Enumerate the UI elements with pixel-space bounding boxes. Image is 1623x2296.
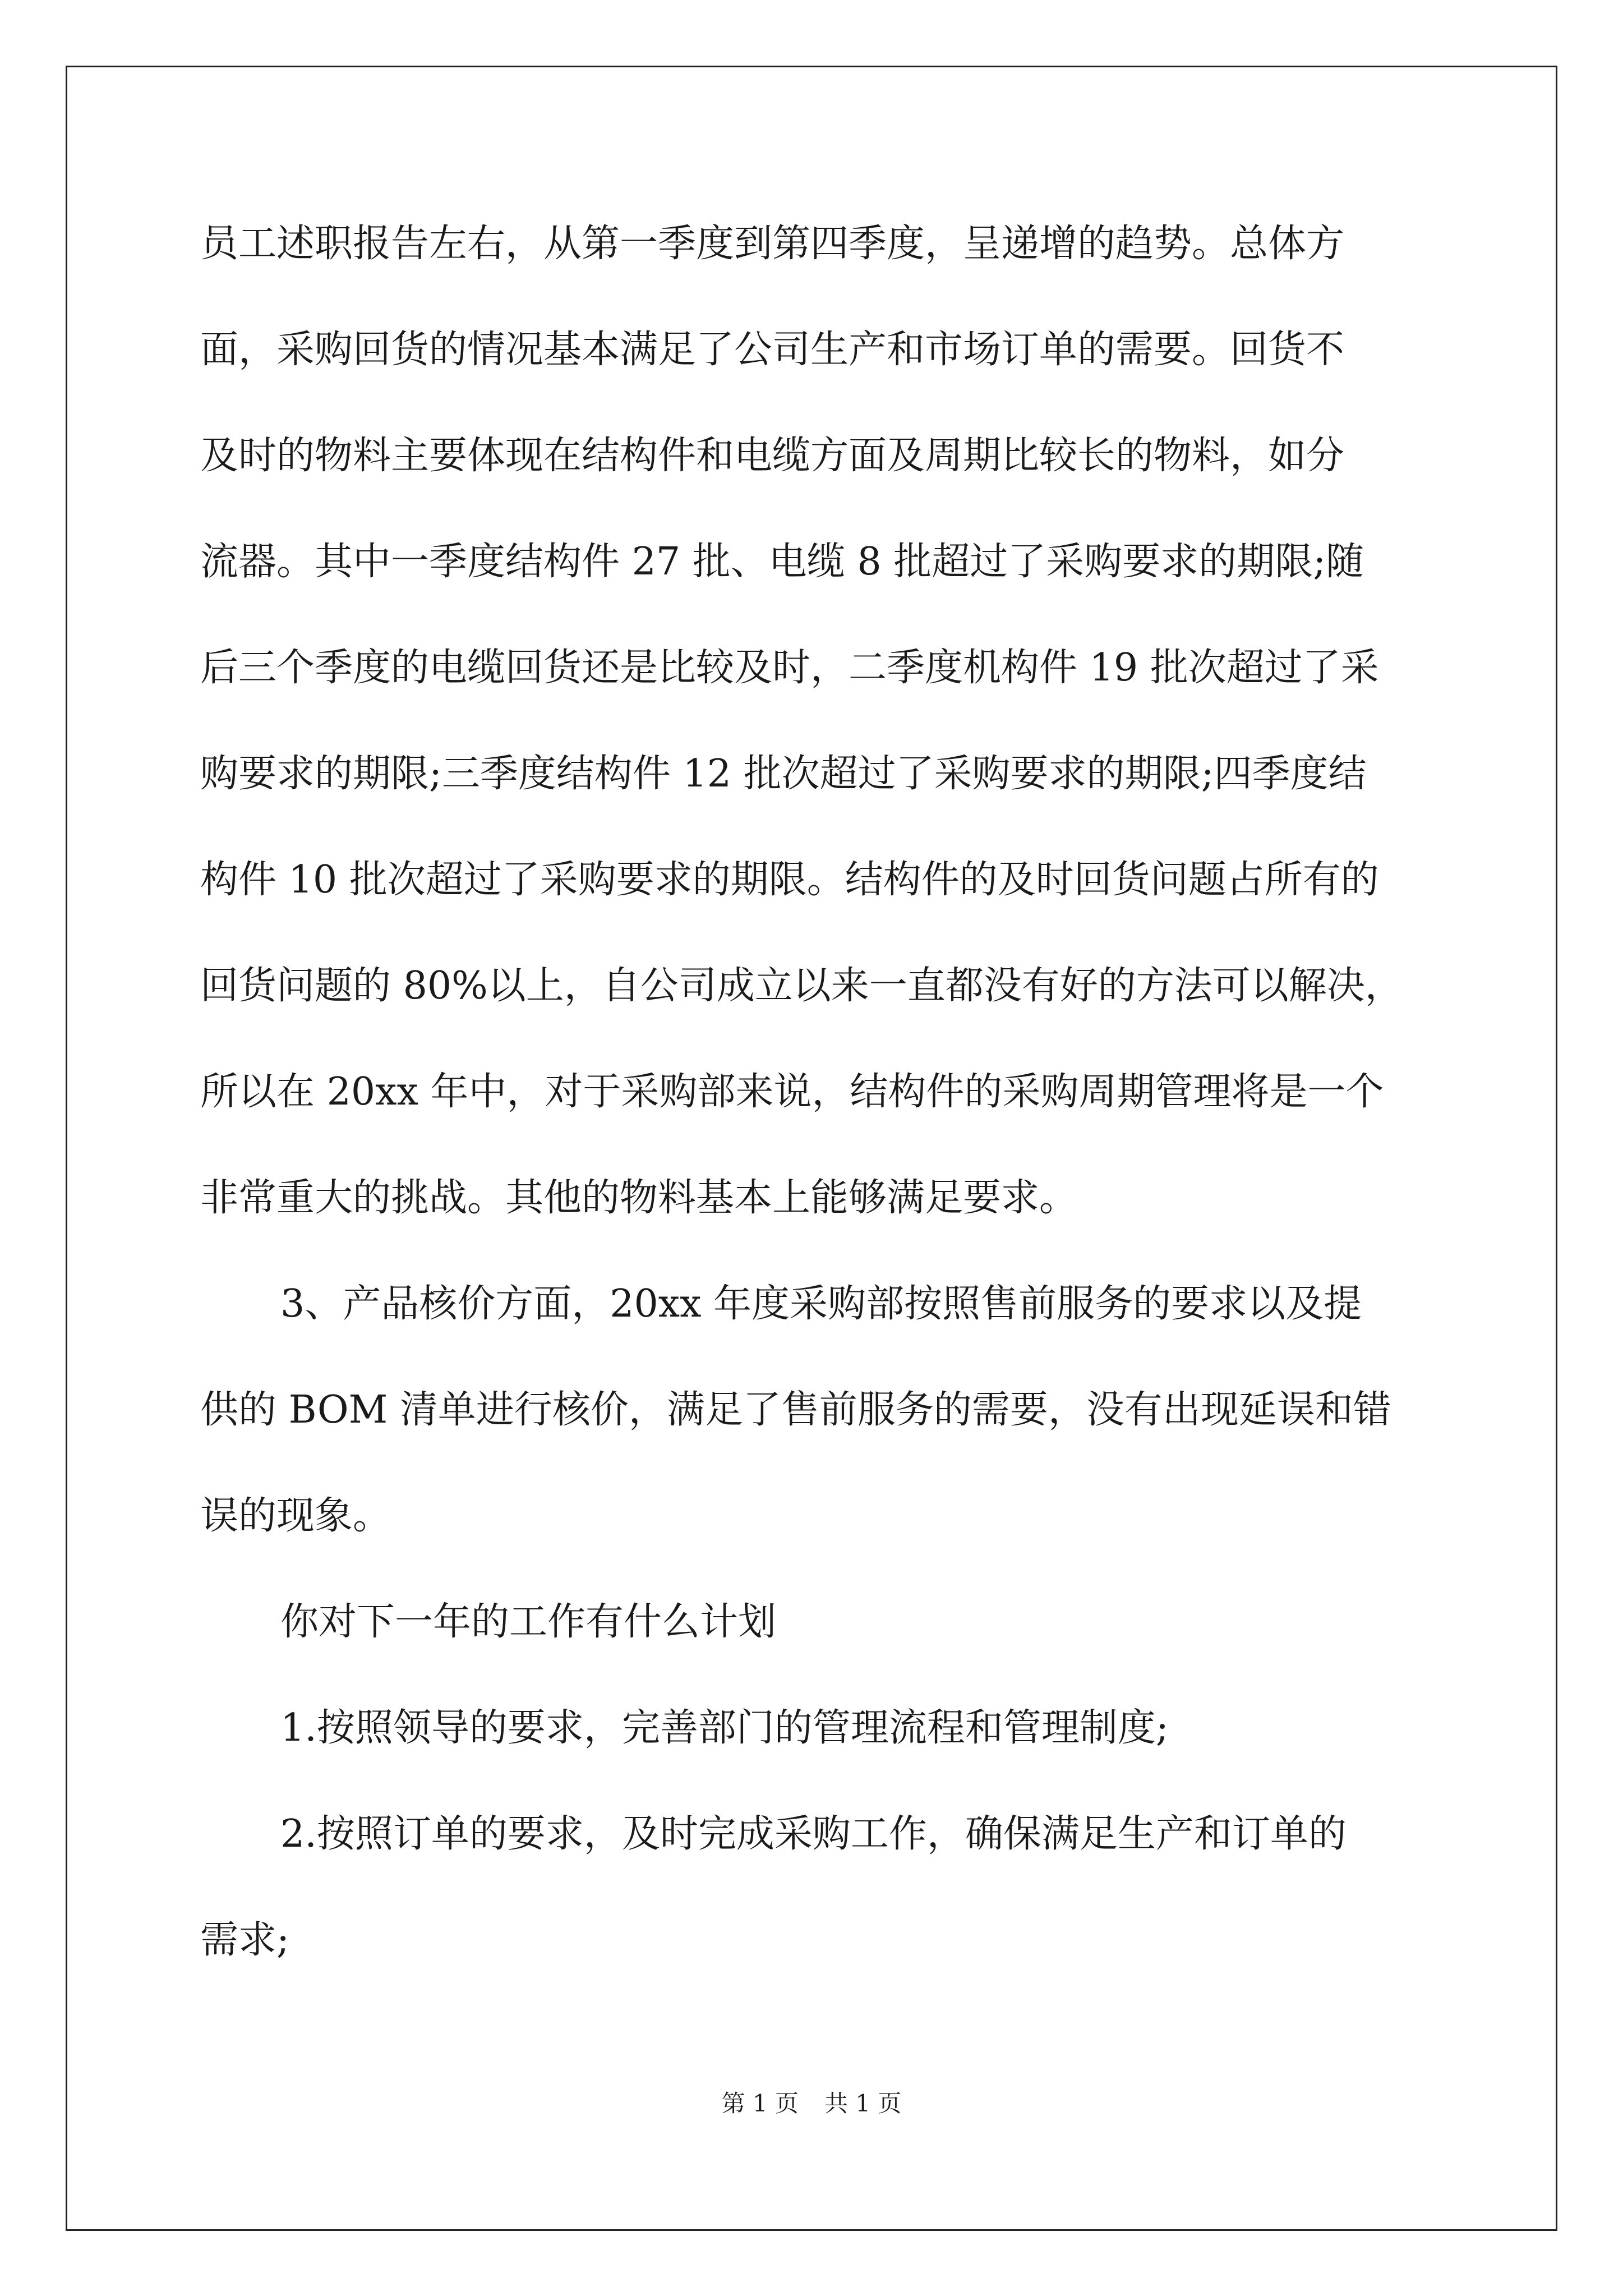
text-line: 流器。其中一季度结构件 27 批、电缆 8 批超过了采购要求的期限;随 <box>200 540 1364 584</box>
paragraph-start: 3、产品核价方面，20xx 年度采购部按照售前服务的要求以及提 <box>280 1282 1362 1326</box>
text-line: 购要求的期限;三季度结构件 12 批次超过了采购要求的期限;四季度结 <box>200 752 1367 796</box>
text-line: 员工述职报告左右，从第一季度到第四季度，呈递增的趋势。总体方 <box>200 222 1345 266</box>
section-heading: 你对下一年的工作有什么计划 <box>280 1600 777 1644</box>
text-line: 非常重大的挑战。其他的物料基本上能够满足要求。 <box>200 1176 1078 1220</box>
list-item: 2.按照订单的要求，及时完成采购工作，确保满足生产和订单的 <box>280 1812 1347 1856</box>
text-line: 构件 10 批次超过了采购要求的期限。结构件的及时回货问题占所有的 <box>200 858 1379 902</box>
page-footer <box>0 2087 1623 2120</box>
text-line: 供的 BOM 清单进行核价，满足了售前服务的需要，没有出现延误和错 <box>200 1388 1391 1432</box>
text-line: 及时的物料主要体现在结构件和电缆方面及周期比较长的物料，如分 <box>200 434 1345 478</box>
page-total: 共 1 页 <box>824 2090 902 2117</box>
text-line: 误的现象。 <box>200 1494 391 1538</box>
text-line: 回货问题的 80%以上，自公司成立以来一直都没有好的方法可以解决， <box>200 964 1403 1008</box>
text-line: 后三个季度的电缆回货还是比较及时，二季度机构件 19 批次超过了采 <box>200 646 1379 690</box>
list-item: 1.按照领导的要求，完善部门的管理流程和管理制度; <box>280 1706 1169 1750</box>
text-line: 面，采购回货的情况基本满足了公司生产和市场订单的需要。回货不 <box>200 328 1345 372</box>
document-body <box>200 213 1428 2016</box>
text-line: 需求; <box>200 1918 289 1962</box>
text-line: 所以在 20xx 年中，对于采购部来说，结构件的采购周期管理将是一个 <box>200 1070 1384 1114</box>
page-number: 第 1 页 <box>721 2090 799 2117</box>
